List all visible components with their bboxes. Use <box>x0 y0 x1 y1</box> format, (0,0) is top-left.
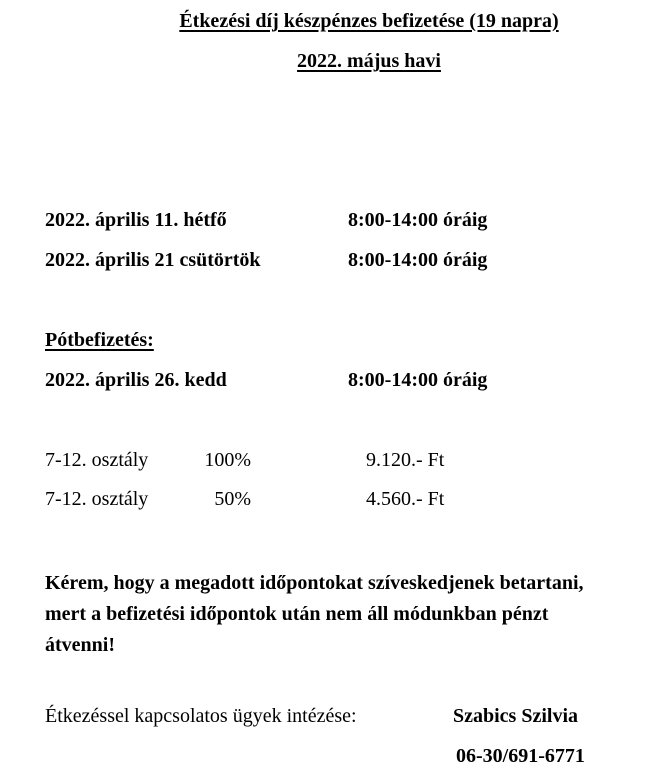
notice-line: átvenni! <box>45 634 115 656</box>
notice-line: Kérem, hogy a megadott időpontokat szíveskedjenek betartani, <box>45 572 584 594</box>
contact-label: Étkezéssel kapcsolatos ügyek intézése: <box>45 705 357 727</box>
supplementary-date: 2022. április 26. kedd <box>45 369 227 391</box>
fee-percent: 50% <box>214 488 251 510</box>
schedule-time: 8:00-14:00 óráig <box>348 249 488 271</box>
schedule-date: 2022. április 11. hétfő <box>45 209 227 231</box>
fee-percent: 100% <box>204 449 251 471</box>
supplementary-heading: Pótbefizetés: <box>45 329 154 351</box>
document-title: Étkezési díj készpénzes befizetése (19 napra) <box>179 10 559 32</box>
schedule-time: 8:00-14:00 óráig <box>348 209 488 231</box>
notice-paragraph <box>45 568 668 661</box>
fee-amount: 4.560.- Ft <box>366 488 445 510</box>
contact-name: Szabics Szilvia <box>453 705 579 727</box>
contact-phone: 06-30/691-6771 <box>456 745 585 767</box>
schedule-date: 2022. április 21 csütörtök <box>45 249 261 271</box>
fee-class: 7-12. osztály <box>45 488 149 510</box>
notice-line: mert a befizetési időpontok után nem áll módunkban pénzt <box>45 603 549 625</box>
document-subtitle: 2022. május havi <box>297 50 441 72</box>
supplementary-time: 8:00-14:00 óráig <box>348 369 488 391</box>
fee-amount: 9.120.- Ft <box>366 449 445 471</box>
fee-class: 7-12. osztály <box>45 449 149 471</box>
